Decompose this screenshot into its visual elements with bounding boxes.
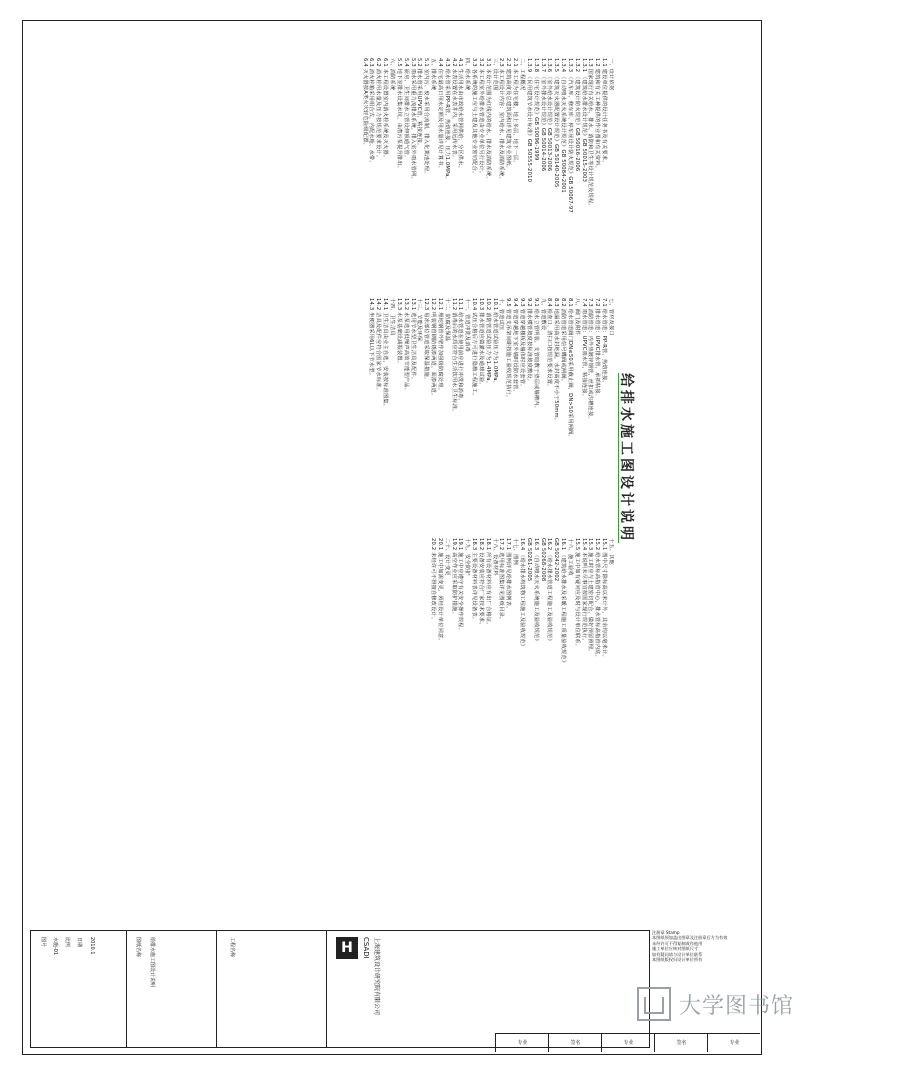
note-line: 十九、安全防护	[464, 538, 471, 576]
note-line: 13.3 水泵基础设减振装置。	[395, 298, 402, 367]
note-line: 14.3 坐便器采用6L以下节水型。	[368, 298, 375, 379]
stamp-line: 注册章 Stamp	[652, 930, 680, 935]
note-line: 9.4 管道穿越地下室外墙时设防水套管。	[512, 298, 519, 395]
scale-label: 比例	[64, 937, 70, 948]
company-cn: 上海建筑设计研究院有限公司	[373, 937, 380, 1016]
company-en: CSADI	[362, 937, 370, 959]
note-line: 9.3 管道穿越楼板及墙体时应设套管。	[519, 298, 526, 390]
note-line: 十五、其他	[608, 538, 614, 565]
note-line: 五、排水系统	[430, 58, 437, 91]
note-line: 14.2 洁具及配件应符合国家节水标准。	[375, 298, 382, 394]
note-line: 1.3.5 《建筑灭火器配置设计规范》GB 50140-2005	[553, 58, 560, 188]
note-line: 9.1 给水立管明装，支管暗敷于垫层或墙槽内。	[532, 298, 539, 412]
note-line: 2.1 本工程为住宅楼，地上多层，地下一层。	[512, 58, 519, 166]
note-line: 二、工程概况	[519, 58, 526, 91]
note-line: 1.3.7 《室外排水设计规范》GB 50014-2006	[539, 58, 546, 172]
stamp-line: 未经许可不得复制或作他用	[652, 940, 703, 946]
note-line: 10.3 排水管道应做灌水及通球试验。	[477, 298, 484, 388]
notes-column-2	[39, 298, 614, 526]
note-line: 十四、卫生洁具	[389, 298, 395, 336]
signature-cell: 专业	[495, 1034, 549, 1052]
note-line: 14.1 卫生洁具由业主自选，安装按标准图集。	[382, 298, 389, 410]
number-label: 图号	[40, 937, 46, 948]
note-line: 5.2 排水管采用UPVC管，粘接连接。	[416, 58, 423, 149]
note-line: 十三、节能及环保	[416, 298, 423, 342]
note-line: 1.3 国家现行有关给水、排水、消防和卫生等设计规范及规程。	[587, 58, 594, 209]
note-line: 7.4 雨水管道：UPVC雨水管，粘接连接。	[580, 298, 587, 400]
note-line: 5.3 雨水采用重力流排水系统，排入室外雨水管网。	[409, 58, 416, 182]
note-line: 1.2 建筑和有关工种提供的作业图和有关资料。	[594, 58, 601, 172]
note-line: 5.1 室内污、废水采用合流制，排入化粪池处理。	[423, 58, 430, 177]
note-line: 19.1 施工中应遵守有关安全操作规程。	[457, 538, 464, 634]
note-line: 15.1 图中尺寸除标高以米计外，其余均以毫米计。	[601, 538, 608, 660]
signature-cell: 签名	[654, 1034, 708, 1052]
note-line: 4.2 水表设置在水表井内，采用远传水表。	[450, 58, 457, 161]
note-line: 1.3.9 《民用建筑节水设计标准》GB 50555-2010	[525, 58, 532, 183]
stamp-line: 本图纸版权归设计单位所有	[652, 957, 703, 963]
note-line: 1.3.2 《建筑设计防火规范》GB 50016-2006	[573, 58, 580, 172]
note-line: 15.4 本说明未尽事宜按国家现行规范执行。	[580, 538, 587, 644]
drawing-name: 给排水施工图设计说明	[149, 937, 155, 988]
notes-rotated	[32, 58, 642, 768]
note-line: 15.5 施工中如有疑问应及时与设计单位联系。	[573, 538, 580, 650]
note-line: 7.3 消防管道：内外热镀锌钢管，丝扣或沟槽连接。	[587, 298, 594, 422]
note-line: 18.2 设备安装应符合厂家技术要求。	[477, 538, 484, 628]
note-line: 十、管道试压	[498, 298, 505, 331]
titleblock-project-cell	[216, 931, 327, 1047]
note-line: 2.3 本工程设计内容：室内给水、排水及消防系统。	[498, 58, 505, 182]
note-line: 20.2 未经许可不得擅自修改设计。	[430, 538, 437, 623]
note-line: 5.5 地下室排水设集水坑，由潜污泵提升排出。	[395, 58, 402, 172]
note-line: GB 50268-2008	[539, 538, 546, 582]
note-line: 4.3 给水管采用PP-R管，热熔连接，压力1.0MPa。	[443, 58, 450, 182]
date-label: 日期	[76, 937, 82, 948]
title-block	[30, 930, 650, 1048]
stamp-line: 本图纸须加盖出图章及注册章后方为有效	[652, 935, 728, 941]
note-line: 11.2 消毒后的水质应符合生活饮用水卫生标准。	[450, 298, 457, 415]
note-line: 7.2 排水管道：UPVC排水管，承插粘接。	[594, 298, 601, 400]
signature-cell: 专业	[601, 1034, 655, 1052]
note-line: 3.2 本工程室外给排水管道由专业单位另行设计。	[477, 58, 484, 177]
note-line: 10.4 试压合格后方可进行隐蔽工程施工。	[471, 298, 478, 399]
note-line: 2.2 建筑高度及总建筑面积详见建筑专业图纸。	[505, 58, 512, 172]
watermark-text: 大学图书馆	[679, 993, 795, 1019]
note-line: 17.2 选用标准图集详见图纸目录。	[498, 538, 505, 623]
note-line: 9.2 排水横管坡度按标准坡度敷设。	[525, 298, 532, 385]
year-value: 2010.1	[89, 937, 95, 955]
library-icon	[637, 987, 671, 1021]
stamp-line: 如有疑问请与设计单位联系	[652, 951, 703, 957]
stamp-line: 施工单位应核对图纸尺寸	[652, 946, 699, 952]
note-line: 1.3.6 《室外给水设计规范》GB 50013-2006	[546, 58, 553, 172]
titleblock-company-cell	[326, 931, 406, 1047]
note-line: 1.3.4 《自动喷水灭火系统设计规范》GB 50084-2001	[560, 58, 567, 193]
note-line: 十一、管道冲洗及消毒	[464, 298, 471, 352]
note-line: 13.2 水泵选用低噪声高效节能型产品。	[402, 298, 409, 394]
note-line: 三、设计范围	[491, 58, 498, 91]
note-line: 8.4 检查口、清扫口按规范要求设置。	[546, 298, 553, 390]
note-line: 15.3 施工时应与土建密切配合，做好预留预埋。	[587, 538, 594, 655]
note-line: 七、管材及接口	[608, 298, 614, 336]
note-line: 8.1 给水管道阀门DN≤50采用截止阀，DN>50采用闸阀。	[566, 298, 573, 440]
note-line: 4.1 生活用水由市政给水管网供给，分区供水。	[457, 58, 464, 172]
note-line: 6.3 消火栓箱采用组合式，内配水枪、水带。	[368, 58, 375, 166]
page-title: 给排水施工图设计说明	[618, 373, 634, 543]
note-line: 19.2 高空作业应采取防护措施。	[450, 538, 457, 617]
note-line: 十二、防腐及保温	[443, 298, 450, 342]
note-line: 12.2 明装钢管刷防锈漆两道，面漆两道。	[430, 298, 437, 399]
note-line: 六、消防系统	[389, 58, 395, 91]
note-line: 11.1 给水管道在使用前应进行冲洗和消毒。	[457, 298, 464, 404]
signature-cell: 专业	[707, 1034, 761, 1052]
note-line: 5.4 厨房、卫生间排水立管设伸顶通气管。	[402, 58, 409, 161]
note-line: 7.1 给水管道：PP-R管，热熔连接。	[601, 298, 608, 386]
note-line: GB 50242-2002	[553, 538, 560, 582]
signature-row	[495, 1033, 760, 1052]
note-line: 3.3 各系统的施工应与土建及其他专业密切配合。	[471, 58, 478, 177]
note-line: 3.1 本设计范围为红线内的给水、排水及消防系统。	[484, 58, 491, 182]
note-line: 4.4 住宅最高日用水定额及用水量详见计算书。	[436, 58, 443, 172]
note-line: 15.2 给水管标高指管中心，排水管标高指管内底。	[594, 538, 601, 660]
titleblock-drawing-cell	[126, 931, 217, 1047]
note-line: 10.1 给水管道试验压力为1.0MPa。	[491, 298, 498, 387]
note-line: 18.3 主要设备材料表详见设备表。	[471, 538, 478, 623]
note-line: 6.2 消火栓用水量及压力按规范要求设计。	[375, 58, 382, 161]
note-line: 八、阀门及附件	[573, 298, 580, 336]
notes-column-3	[39, 538, 614, 766]
note-line: 1.3.1 《建筑给水排水设计规范》GB 50015-2003	[580, 58, 587, 183]
note-line: 16.3 《自动喷水灭火系统施工及验收规范》	[532, 538, 539, 644]
watermark	[637, 984, 794, 1024]
note-line: 8.2 消防管道采用信号蝶阀或闸阀。	[560, 298, 567, 385]
signature-cell: 签名	[548, 1034, 602, 1052]
note-line: 九、管道敷设	[539, 298, 546, 331]
note-line: 四、给水系统	[464, 58, 471, 91]
note-line: 18.1 所有设备材料应有出厂合格证。	[484, 538, 491, 628]
note-line: 二十、设计变更	[443, 538, 450, 576]
note-line: 1.3.3 《汽车库、修车库、停车场设计防火规范》GB 50067-97	[566, 58, 573, 213]
note-line: 16.4 《给水排水构筑物工程施工及验收规范》	[519, 538, 526, 650]
note-line: 9.5 管道支吊架间距按施工验收规范执行。	[505, 298, 512, 401]
note-line: 8.3 地漏采用高水封地漏，水封高度不小于50mm。	[553, 298, 560, 424]
notes-area	[32, 58, 642, 768]
note-line: 10.2 消防管道试验压力为1.4MPa。	[484, 298, 491, 387]
note-line: 13.1 选用节水型卫生洁具及配件。	[409, 298, 416, 383]
note-line: 十八、设备材料	[491, 538, 498, 576]
titleblock-number-cell	[31, 931, 127, 1047]
note-line: 十七、图例	[512, 538, 519, 565]
note-line: GB 50261-2005	[525, 538, 532, 582]
note-line: 一、设计依据	[608, 58, 614, 91]
note-line: 1.1 建设单位提供的设计任务书及有关要求。	[601, 58, 608, 166]
drawing-label: 图纸名称	[135, 937, 141, 958]
note-line: 12.1 埋地钢管外壁作加强级防腐处理。	[436, 298, 443, 394]
note-line: 17.1 图例详见给排水图例表。	[505, 538, 512, 612]
company-logo: H	[336, 937, 358, 959]
note-line: 十六、施工验收	[566, 538, 573, 576]
note-line: 6.4 灭火器按A类火灾轻危险级配置。	[361, 58, 368, 148]
note-line: 20.1 施工中如需变更，须经设计单位同意。	[436, 538, 443, 644]
note-line: 12.3 易冻部位管道采取保温措施。	[423, 298, 430, 383]
note-line: 1.3.8 《住宅设计规范》GB 50096-1999	[532, 58, 539, 161]
number-value: 水施-01	[52, 937, 58, 956]
note-line: 16.1 《建筑给水排水及采暖工程施工质量验收规范》	[560, 538, 567, 666]
project-label: 工程名称	[229, 937, 235, 958]
note-line: 16.2 《给水排水管道工程施工及验收规范》	[546, 538, 553, 644]
notes-column-1	[39, 58, 614, 286]
note-line: 6.1 本工程设置室内消火栓系统及灭火器。	[382, 58, 389, 161]
